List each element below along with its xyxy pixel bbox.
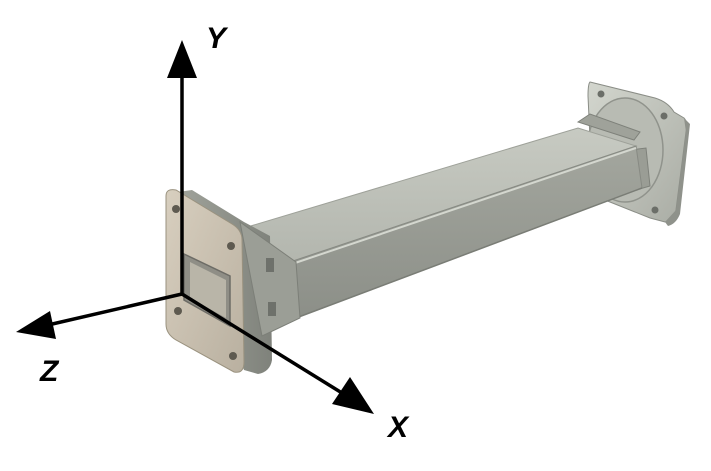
z-axis-label: Z: [40, 355, 59, 388]
front-flange-notch: [266, 258, 274, 272]
waveguide-tube: [244, 128, 642, 318]
z-axis-arrowhead: [16, 311, 56, 339]
z-axis-line: [48, 294, 182, 325]
rear-flange-hole: [661, 113, 668, 120]
y-axis-label: Y: [206, 22, 227, 55]
front-flange-hole: [174, 307, 182, 315]
rear-flange-hole: [598, 91, 605, 98]
rear-flange-hole: [652, 207, 659, 214]
front-flange-hole: [227, 242, 235, 250]
x-axis-label: X: [388, 411, 409, 444]
front-flange-notch: [268, 302, 276, 316]
y-axis-arrowhead: [167, 40, 197, 78]
front-flange-hole: [172, 205, 180, 213]
x-axis-arrowhead: [332, 377, 374, 414]
front-flange-hole: [229, 352, 237, 360]
